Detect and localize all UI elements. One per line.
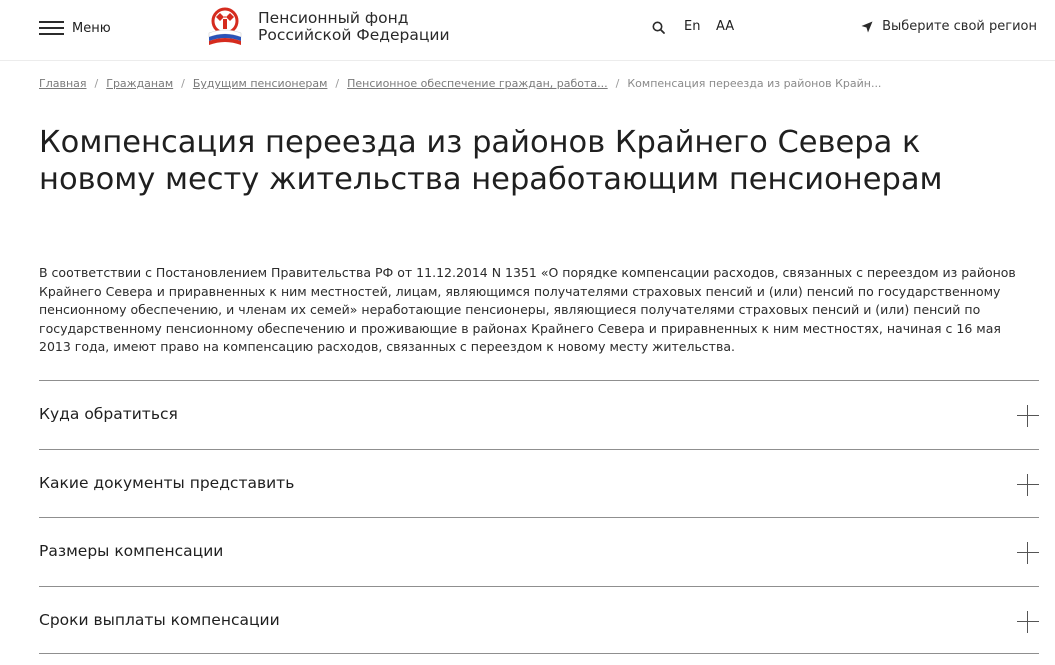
region-label: Выберите свой регион [882,19,1037,34]
menu-label: Меню [72,20,111,36]
menu-button[interactable] [39,18,111,38]
site-header [0,0,1055,61]
accordion-item-documents[interactable] [39,449,1039,518]
breadcrumb [39,77,881,90]
breadcrumb-separator: / [335,77,340,90]
logo-text [258,10,450,44]
plus-icon[interactable] [1017,542,1039,564]
accordion-item-payment-terms[interactable] [39,586,1039,655]
accordion [39,380,1039,654]
site-logo[interactable] [206,7,450,47]
logo-line-1: Пенсионный фонд [258,9,409,27]
location-arrow-icon [861,21,873,33]
plus-icon[interactable] [1017,405,1039,427]
accordion-label: Сроки выплаты компенсации [39,610,280,629]
lead-paragraph: В соответствии с Постановлением Правительства РФ от 11.12.2014 N 1351 «О порядке компенсации расходов, связанных с переездом из районов Крайнего Севера и приравненных к ним местностей, лицам, являющимся получателями страховых пенсий и (или) пенсий по государственному пенсионному обеспечению, и членам их семей» неработающие пенсионеры, являющиеся получателями страховых пенсий и (или) пенсий по государственному пенсионному обеспечению и проживающие в районах Крайнего Севера и приравненных к ним местностях, начиная с 16 мая 2013 года, имеют право на компенсацию расходов, связанных с переездом к новому месту жительства. [39,265,1016,354]
accessibility-toggle[interactable]: AA [716,19,735,34]
pfr-emblem-icon [206,7,244,47]
breadcrumb-separator: / [615,77,620,90]
plus-icon[interactable] [1017,611,1039,633]
language-switch[interactable]: En [684,19,701,34]
page-title: Компенсация переезда из районов Крайнего Севера к новому месту жительства неработающим пенсионерам [39,125,943,197]
breadcrumb-link-pension-provision[interactable]: Пенсионное обеспечение граждан, работа... [347,77,608,90]
search-icon[interactable] [651,20,667,36]
accordion-label: Куда обратиться [39,405,178,423]
accordion-item-where-to-apply[interactable] [39,380,1039,449]
accordion-label: Размеры компенсации [39,542,224,560]
accordion-label: Какие документы представить [39,473,295,492]
breadcrumb-separator: / [94,77,99,90]
breadcrumb-separator: / [181,77,185,90]
menu-icon [39,21,64,35]
accordion-item-compensation-amounts[interactable] [39,517,1039,586]
region-selector[interactable] [861,19,1037,34]
plus-icon[interactable] [1017,474,1039,496]
logo-line-2: Российской Федерации [258,26,450,44]
breadcrumb-link-future-pensioners[interactable]: Будущим пенсионерам [192,77,328,90]
breadcrumb-link-citizens[interactable]: Гражданам [106,77,174,90]
breadcrumb-current: Компенсация переезда из районов Крайн... [627,77,882,90]
breadcrumb-link-home[interactable]: Главная [39,77,87,90]
